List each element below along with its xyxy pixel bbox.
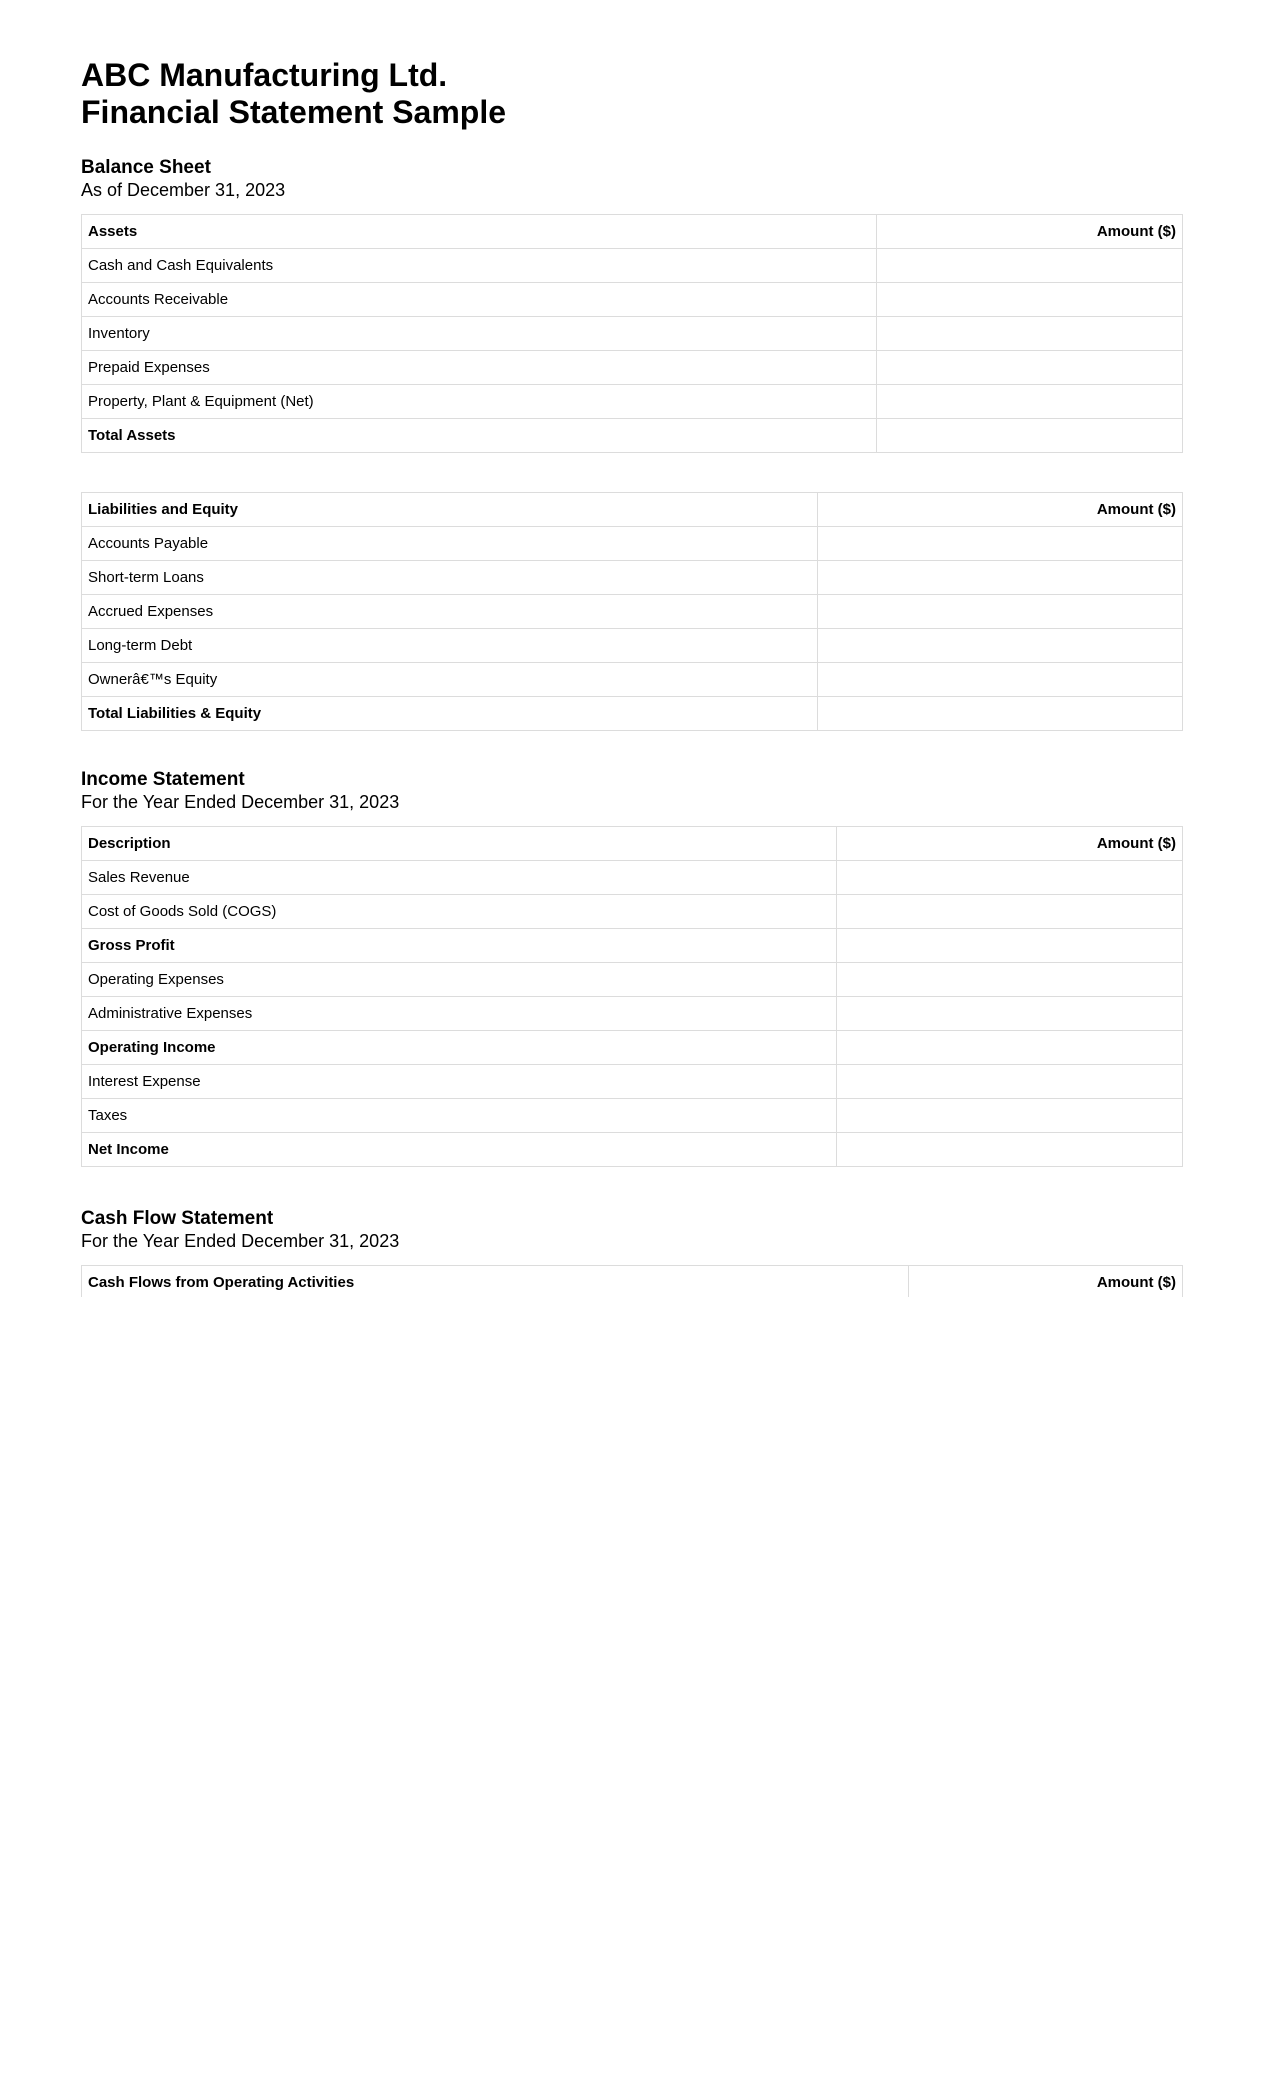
total-row [82, 419, 1183, 453]
column-header-amount: Amount ($) [877, 215, 1183, 249]
column-header-amount: Amount ($) [909, 1266, 1183, 1298]
cash-flow-table-clip [81, 1265, 1183, 1297]
table-row [82, 1065, 1183, 1099]
table-row [82, 997, 1183, 1031]
total-row [82, 697, 1183, 731]
table-row [82, 1099, 1183, 1133]
row-label: Sales Revenue [82, 861, 837, 895]
table-row [82, 249, 1183, 283]
row-amount [877, 249, 1183, 283]
row-amount [877, 419, 1183, 453]
row-label: Cash and Cash Equivalents [82, 249, 877, 283]
row-label: Administrative Expenses [82, 997, 837, 1031]
section-title: Cash Flow Statement [81, 1208, 274, 1229]
income-statement-table [81, 826, 1183, 1167]
row-amount [818, 663, 1183, 697]
column-header-label: Cash Flows from Operating Activities [82, 1266, 909, 1298]
section-subtitle: For the Year Ended December 31, 2023 [81, 1231, 400, 1251]
section-subtitle: For the Year Ended December 31, 2023 [81, 792, 400, 812]
subtotal-row [82, 929, 1183, 963]
row-label: Prepaid Expenses [82, 351, 877, 385]
column-header-amount: Amount ($) [818, 493, 1183, 527]
row-amount [837, 861, 1183, 895]
row-amount [837, 1133, 1183, 1167]
row-label: Accrued Expenses [82, 595, 818, 629]
section-title: Income Statement [81, 769, 245, 790]
table-header-row [82, 493, 1183, 527]
row-amount [818, 697, 1183, 731]
liabilities-equity-table [81, 492, 1183, 731]
subtotal-row [82, 1031, 1183, 1065]
row-amount [837, 929, 1183, 963]
row-label: Total Liabilities & Equity [82, 697, 818, 731]
row-label: Ownerâ€™s Equity [82, 663, 818, 697]
table-row [82, 629, 1183, 663]
row-amount [837, 997, 1183, 1031]
row-amount [877, 317, 1183, 351]
row-amount [818, 527, 1183, 561]
row-label: Property, Plant & Equipment (Net) [82, 385, 877, 419]
row-amount [877, 351, 1183, 385]
row-amount [877, 385, 1183, 419]
row-label: Inventory [82, 317, 877, 351]
income-statement-heading [81, 769, 399, 813]
table-row [82, 351, 1183, 385]
row-label: Accounts Payable [82, 527, 818, 561]
table-header-row [82, 827, 1183, 861]
row-label: Interest Expense [82, 1065, 837, 1099]
row-amount [837, 963, 1183, 997]
balance-sheet-heading [81, 157, 285, 201]
row-amount [818, 561, 1183, 595]
table-row [82, 283, 1183, 317]
table-header-row [82, 215, 1183, 249]
row-label: Net Income [82, 1133, 837, 1167]
section-title: Balance Sheet [81, 157, 211, 178]
row-amount [837, 895, 1183, 929]
assets-table [81, 214, 1183, 453]
row-label: Long-term Debt [82, 629, 818, 663]
column-header-label: Description [82, 827, 837, 861]
table-row [82, 595, 1183, 629]
row-label: Accounts Receivable [82, 283, 877, 317]
row-amount [877, 283, 1183, 317]
cash-flow-table [81, 1265, 1183, 1297]
row-amount [818, 629, 1183, 663]
total-row [82, 1133, 1183, 1167]
company-name: ABC Manufacturing Ltd. [81, 57, 448, 93]
column-header-label: Assets [82, 215, 877, 249]
row-amount [818, 595, 1183, 629]
table-row [82, 561, 1183, 595]
row-label: Taxes [82, 1099, 837, 1133]
table-row [82, 963, 1183, 997]
column-header-label: Liabilities and Equity [82, 493, 818, 527]
statement-title: Financial Statement Sample [81, 94, 507, 130]
table-row [82, 527, 1183, 561]
column-header-amount: Amount ($) [837, 827, 1183, 861]
row-amount [837, 1099, 1183, 1133]
row-label: Gross Profit [82, 929, 837, 963]
table-row [82, 663, 1183, 697]
row-label: Cost of Goods Sold (COGS) [82, 895, 837, 929]
section-subtitle: As of December 31, 2023 [81, 180, 286, 200]
row-amount [837, 1065, 1183, 1099]
document-title [81, 57, 506, 131]
row-label: Short-term Loans [82, 561, 818, 595]
table-row [82, 385, 1183, 419]
table-row [82, 895, 1183, 929]
row-label: Operating Income [82, 1031, 837, 1065]
cash-flow-heading [81, 1208, 399, 1252]
table-row [82, 861, 1183, 895]
table-row [82, 317, 1183, 351]
table-header-row [82, 1266, 1183, 1298]
row-label: Total Assets [82, 419, 877, 453]
row-amount [837, 1031, 1183, 1065]
row-label: Operating Expenses [82, 963, 837, 997]
